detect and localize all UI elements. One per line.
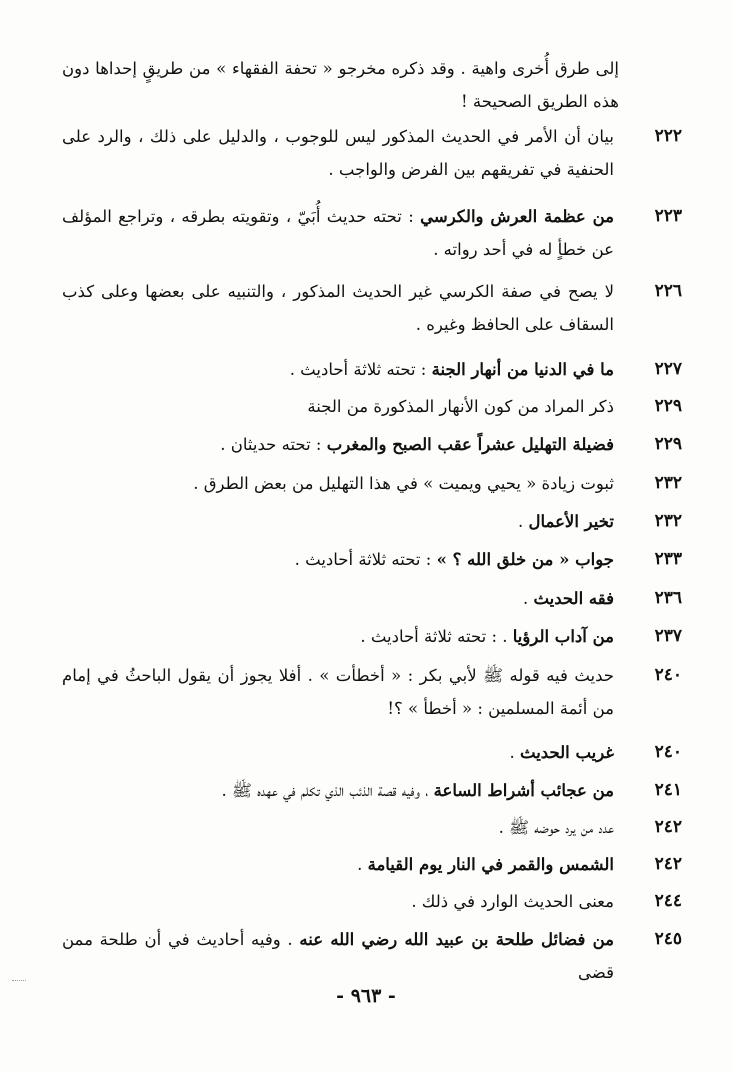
- entry-page-number: ٢٣٣: [654, 549, 682, 569]
- entry-text: .: [518, 512, 529, 531]
- entry-heading: من فضائل طلحة بن عبيد الله رضي الله عنه: [299, 930, 614, 949]
- index-entry: [62, 543, 682, 576]
- entry-text: : تحته ثلاثة أحاديث .: [294, 550, 437, 569]
- entry-page-number: ٢٤٢: [654, 817, 682, 837]
- entry-heading: فضيلة التهليل عشراً عقب الصبح والمغرب: [326, 435, 614, 454]
- index-entry: [62, 774, 682, 807]
- index-entry: [62, 659, 682, 725]
- entry-page-number: ٢٣٢: [654, 511, 682, 531]
- entry-text: .: [357, 855, 368, 874]
- index-entry: [62, 923, 682, 989]
- index-entry: [62, 582, 682, 615]
- entry-page-number: ٢٤٠: [654, 665, 682, 685]
- entry-text: : تحته ثلاثة أحاديث .: [289, 360, 432, 379]
- entry-text: عدد من يرد حوضه ﷺ .: [498, 818, 614, 837]
- entry-heading: الشمس والقمر في النار يوم القيامة: [367, 855, 614, 874]
- index-entry: [62, 120, 682, 186]
- entry-text: بيان أن الأمر في الحديث المذكور ليس للوجوب ، والدليل على ذلك ، والرد على الحنفية في تفريقهم بين الفرض والواجب .: [62, 127, 614, 179]
- index-entry: [62, 428, 682, 461]
- entry-page-number: ٢٣٧: [654, 626, 682, 646]
- entry-text: : تحته حديثان .: [220, 435, 327, 454]
- entry-text: . وفيه أحاديث في أن طلحة ممن قضى: [62, 930, 614, 982]
- entry-heading: ما في الدنيا من أنهار الجنة: [431, 360, 614, 379]
- entry-heading: من عجائب أشراط الساعة: [433, 781, 614, 800]
- entry-heading: تخير الأعمال: [528, 512, 614, 531]
- index-entry: [62, 353, 682, 386]
- entry-heading: غريب الحديث: [520, 743, 614, 762]
- index-entry: [62, 848, 682, 881]
- index-entry: [62, 200, 682, 266]
- entry-page-number: ٢٤١: [654, 780, 682, 800]
- entry-heading: من آداب الرؤيا: [512, 627, 614, 646]
- scan-mark: [12, 980, 26, 983]
- index-entry: [62, 885, 682, 918]
- entry-text: حديث فيه قوله ﷺ لأبي بكر : « أخطأت » . أفلا يجوز أن يقول الباحثُ في إمام من أئمة المسلمين : « أخطأ » ؟!: [62, 666, 614, 718]
- entry-text: .: [522, 589, 534, 608]
- index-entry: [62, 275, 682, 341]
- index-entry: [62, 620, 682, 653]
- entry-heading: فقه الحديث: [533, 589, 614, 608]
- entry-page-number: ٢٤٥: [654, 929, 682, 949]
- entry-page-number: ٢٤٤: [654, 891, 682, 911]
- entry-page-number: ٢٣٦: [654, 588, 682, 608]
- index-entry: [62, 736, 682, 769]
- entry-page-number: ٢٢٧: [654, 359, 682, 379]
- entry-text: : تحته حديث أُبَيّ ، وتقويته بطرقه ، وتراجع المؤلف عن خطأٍ له في أحد رواته .: [62, 207, 614, 259]
- entry-page-number: ٢٢٩: [654, 396, 682, 416]
- entry-text: ذكر المراد من كون الأنهار المذكورة من الجنة: [307, 397, 614, 416]
- continuation-paragraph: [62, 52, 682, 118]
- index-entry: [62, 505, 682, 538]
- page-number: - ٩٦٣ -: [336, 985, 396, 1007]
- entry-page-number: ٢٤٠: [654, 742, 682, 762]
- entry-page-number: ٢٤٢: [654, 854, 682, 874]
- entry-page-number: ٢٢٢: [654, 126, 682, 146]
- entry-text: .: [509, 743, 520, 762]
- entry-text: ثبوت زيادة « يحيي ويميت » في هذا التهليل من بعض الطرق .: [193, 474, 614, 493]
- entry-page-number: ٢٣٢: [654, 473, 682, 493]
- entry-heading: من عظمة العرش والكرسي: [420, 207, 615, 226]
- index-entry: [62, 467, 682, 500]
- entry-text: لا يصح في صفة الكرسي غير الحديث المذكور ، والتنبيه على بعضها وعلى كذب السقاف على الحافظ وغيره .: [62, 282, 614, 334]
- entry-text: إلى طرق أُخرى واهية . وقد ذكره مخرجو « تحفة الفقهاء » من طريقٍ إحداها دون هذه الطريق الصحيحة !: [62, 59, 619, 111]
- entry-text: ، وفيه قصة الذئب الذي تكلم في عهده ﷺ .: [221, 781, 434, 800]
- index-entry: [62, 390, 682, 423]
- entry-text: معنى الحديث الوارد في ذلك .: [411, 892, 614, 911]
- entry-page-number: ٢٢٦: [654, 281, 682, 301]
- index-entry: [62, 811, 682, 844]
- entry-page-number: ٢٢٩: [654, 434, 682, 454]
- entry-heading: جواب « من خلق الله ؟ »: [436, 550, 614, 569]
- entry-text: . : تحته ثلاثة أحاديث .: [360, 627, 513, 646]
- entry-page-number: ٢٢٣: [654, 206, 682, 226]
